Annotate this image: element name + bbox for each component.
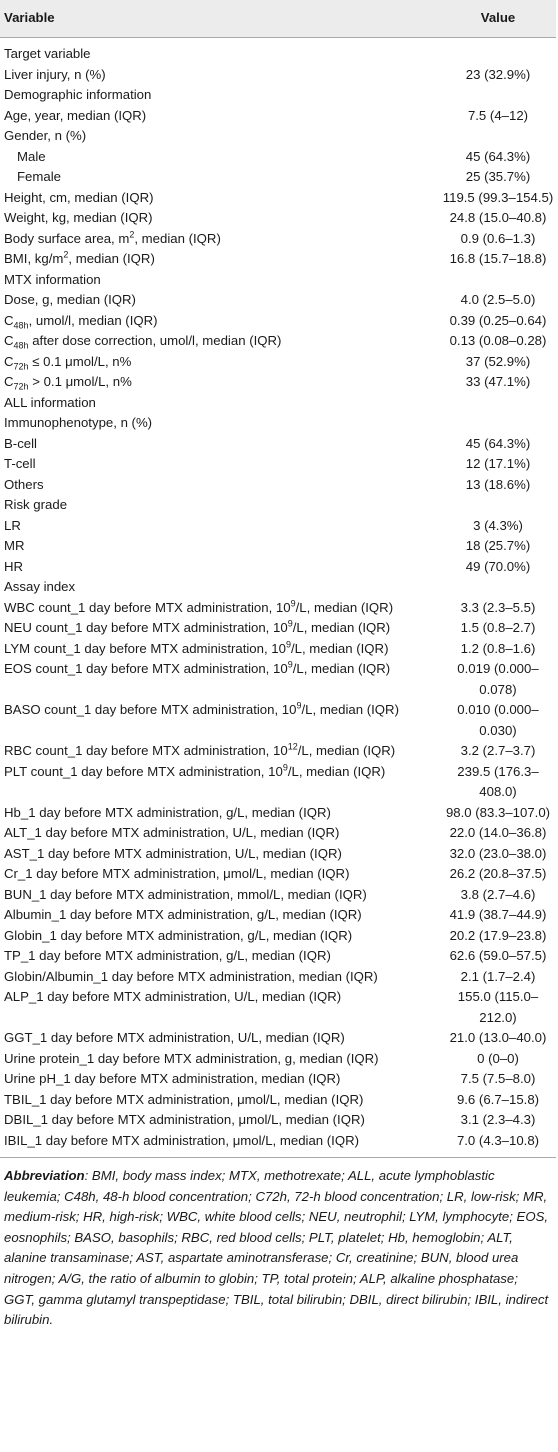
value-cell: 37 (52.9%): [465, 353, 531, 369]
table-row: [0, 290, 556, 311]
variable-label: /L, median (IQR): [292, 661, 391, 676]
variable-cell: [0, 536, 418, 557]
variable-cell: [0, 372, 418, 393]
table-row: [0, 987, 556, 1028]
variable-cell: [0, 1049, 418, 1070]
value-cell: 98.0 (83.3–107.0): [445, 804, 551, 820]
variable-subscript: 72h: [13, 361, 29, 372]
variable-label: PLT count_1 day before MTX administration, 10: [4, 763, 283, 779]
variable-label: BASO count_1 day before MTX administration, 10: [4, 702, 297, 717]
header-value: Value: [418, 0, 556, 38]
variable-cell: [0, 926, 418, 947]
variable-cell: [0, 1028, 418, 1049]
value-cell: 2.1 (1.7–2.4): [460, 968, 536, 984]
variable-label: ALT_1 day before MTX administration, U/L, median (IQR): [4, 825, 340, 840]
table-row: [0, 557, 556, 578]
variable-label: TBIL_1 day before MTX administration, μmol/L, median (IQR): [4, 1091, 364, 1107]
value-cell: 0.13 (0.08–0.28): [449, 333, 547, 348]
variable-cell: [0, 639, 418, 660]
variable-label: Age, year, median (IQR): [4, 107, 147, 123]
value-cell: 62.6 (59.0–57.5): [449, 948, 547, 963]
table-header-row: [0, 0, 556, 38]
table-row: [0, 1090, 556, 1111]
value-cell: 3.2 (2.7–3.7): [460, 743, 536, 758]
variable-label: EOS count_1 day before MTX administration, 10: [4, 661, 288, 676]
table-row: [0, 536, 556, 557]
value-cell: 4.0 (2.5–5.0): [460, 292, 536, 307]
variable-cell: [0, 393, 418, 414]
table-row: [0, 577, 556, 598]
variable-superscript: 9: [290, 598, 296, 609]
variable-label: IBIL_1 day before MTX administration, μmol/L, median (IQR): [4, 1132, 360, 1148]
table-row: [0, 434, 556, 455]
table-row: [0, 844, 556, 865]
value-cell: 239.5 (176.3–408.0): [457, 763, 539, 799]
table-row: [0, 106, 556, 127]
table-row: [0, 475, 556, 496]
variable-cell: [0, 38, 418, 65]
table-row: [0, 905, 556, 926]
table-row: [0, 126, 556, 147]
variable-label: Immunophenotype, n (%): [4, 415, 153, 430]
value-cell: [418, 270, 556, 291]
variable-label: C: [4, 353, 14, 369]
table-footnote: [0, 1158, 558, 1331]
value-cell: 3 (4.3%): [473, 517, 523, 533]
variable-cell: [0, 126, 418, 147]
variable-label: Height, cm, median (IQR): [4, 189, 154, 205]
variable-subscript: 48h: [13, 340, 29, 351]
table-row: [0, 413, 556, 434]
variable-cell: [0, 885, 418, 906]
variable-cell: [0, 290, 418, 311]
variable-label: AST_1 day before MTX administration, U/L, median (IQR): [4, 845, 342, 861]
value-cell: 7.5 (7.5–8.0): [460, 1071, 536, 1086]
value-cell: 20.2 (17.9–23.8): [449, 927, 547, 943]
table-row: [0, 167, 556, 188]
variable-label: , umol/l, median (IQR): [28, 312, 158, 328]
variable-label: Urine pH_1 day before MTX administration, median (IQR): [4, 1071, 341, 1086]
variable-label: Risk grade: [4, 497, 68, 512]
header-variable: Variable: [0, 0, 418, 38]
variable-cell: [0, 249, 418, 270]
variable-cell: [0, 495, 418, 516]
variable-cell: [0, 844, 418, 865]
variable-cell: [0, 352, 418, 373]
table-row: [0, 516, 556, 537]
variable-label: ALP_1 day before MTX administration, U/L, median (IQR): [4, 989, 342, 1004]
footnote-text: : BMI, body mass index; MTX, methotrexate; ALL, acute lymphoblastic leukemia; C48h, 48-h blood concentration; C72h, 72-h blood concentration; LR, low-risk; MR, medium-risk; HR, high-risk; WBC, white blood cells; NEU, neutrophil; LYM, lymphocyte; EOS, eosnophils; BASO, basophils; RBC, red blood cells; PLT, platelet; Hb, hemoglobin; ALT, alanine transaminase; AST, aspartate aminotransferase; Cr, creatinine; BUN, blood urea nitrogen; A/G, the ratio of albumin to globin; TP, total protein; ALP, alkaline phosphatase; GGT, gamma glutamyl transpeptidase; TBIL, total bilirubin; DBIL, direct bilirubin; IBIL, indirect bilirubin.: [4, 1168, 549, 1328]
variable-label: Hb_1 day before MTX administration, g/L, median (IQR): [4, 804, 331, 820]
value-cell: 13 (18.6%): [465, 476, 531, 492]
variable-cell: [0, 413, 418, 434]
variable-label: B-cell: [4, 435, 37, 451]
variable-cell: [0, 167, 418, 188]
variable-subscript: 72h: [13, 381, 29, 392]
variable-cell: [0, 229, 418, 250]
table-row: [0, 454, 556, 475]
value-cell: [418, 85, 556, 106]
value-cell: 18 (25.7%): [465, 538, 531, 553]
variable-label: BMI, kg/m: [4, 251, 64, 266]
variable-cell: [0, 967, 418, 988]
variable-cell: [0, 1110, 418, 1131]
table-row: [0, 926, 556, 947]
variable-label: C: [4, 312, 14, 328]
table-row: [0, 1028, 556, 1049]
variable-label: Weight, kg, median (IQR): [4, 210, 153, 225]
table-row: [0, 65, 556, 86]
value-cell: 1.5 (0.8–2.7): [460, 620, 536, 635]
variable-superscript: 12: [287, 741, 298, 752]
table-row: [0, 618, 556, 639]
variable-label: Cr_1 day before MTX administration, μmol/L, median (IQR): [4, 866, 350, 881]
value-cell: 25 (35.7%): [465, 169, 531, 184]
variable-label: TP_1 day before MTX administration, g/L, median (IQR): [4, 948, 331, 963]
variable-cell: [0, 659, 418, 700]
table-row: [0, 639, 556, 660]
table-row: [0, 495, 556, 516]
value-cell: 3.8 (2.7–4.6): [460, 886, 536, 902]
variable-cell: [0, 598, 418, 619]
variable-label: HR: [4, 558, 24, 574]
variable-superscript: 9: [296, 700, 302, 711]
value-cell: [418, 126, 556, 147]
variable-label: BUN_1 day before MTX administration, mmol/L, median (IQR): [4, 886, 367, 902]
value-cell: 7.5 (4–12): [467, 107, 529, 123]
value-cell: 24.8 (15.0–40.8): [449, 210, 547, 225]
variable-label: Globin/Albumin_1 day before MTX administration, median (IQR): [4, 968, 378, 984]
variable-cell: [0, 188, 418, 209]
variable-cell: [0, 208, 418, 229]
value-cell: 155.0 (115.0–212.0): [457, 989, 539, 1025]
variable-superscript: 9: [287, 659, 293, 670]
variable-label: /L, median (IQR): [295, 599, 394, 615]
value-cell: 119.5 (99.3–154.5): [442, 189, 554, 205]
value-cell: 41.9 (38.7–44.9): [449, 907, 547, 922]
variable-cell: [0, 311, 418, 332]
table-row: [0, 967, 556, 988]
variable-cell: [0, 946, 418, 967]
value-cell: 0.019 (0.000–0.078): [457, 661, 539, 697]
variable-cell: [0, 65, 418, 86]
value-cell: [418, 38, 556, 65]
variable-label: LR: [4, 517, 21, 533]
variable-label: /L, median (IQR): [290, 640, 389, 656]
value-cell: 33 (47.1%): [465, 374, 531, 389]
table-row: [0, 352, 556, 373]
value-cell: 26.2 (20.8–37.5): [449, 866, 547, 881]
value-cell: 49 (70.0%): [465, 558, 531, 574]
table-row: [0, 208, 556, 229]
value-cell: 1.2 (0.8–1.6): [460, 640, 536, 656]
variable-cell: [0, 823, 418, 844]
table-row: [0, 823, 556, 844]
variable-cell: [0, 987, 418, 1028]
table-row: [0, 946, 556, 967]
value-cell: 22.0 (14.0–36.8): [449, 825, 547, 840]
table-row: [0, 864, 556, 885]
value-cell: 45 (64.3%): [465, 435, 531, 451]
value-cell: 7.0 (4.3–10.8): [418, 1131, 556, 1158]
variable-label: Others: [4, 476, 44, 492]
value-cell: 16.8 (15.7–18.8): [449, 251, 547, 266]
table-row: [0, 270, 556, 291]
value-cell: 0 (0–0): [477, 1050, 519, 1066]
value-cell: 45 (64.3%): [465, 148, 531, 164]
variable-label: , median (IQR): [68, 251, 155, 266]
variable-subscript: 48h: [13, 320, 29, 331]
table-row: [0, 311, 556, 332]
variable-label: GGT_1 day before MTX administration, U/L, median (IQR): [4, 1030, 345, 1045]
variable-label: /L, median (IQR): [287, 763, 386, 779]
variable-label: /L, median (IQR): [292, 620, 391, 635]
value-cell: 3.3 (2.3–5.5): [460, 599, 536, 615]
variable-label: MR: [4, 538, 25, 553]
variable-label: C: [4, 374, 14, 389]
variable-label: LYM count_1 day before MTX administration, 10: [4, 640, 286, 656]
variable-cell: [0, 864, 418, 885]
variable-label: Target variable: [4, 46, 91, 61]
table-row: [0, 85, 556, 106]
variable-label: Globin_1 day before MTX administration, g/L, median (IQR): [4, 927, 353, 943]
variable-superscript: 2: [129, 229, 135, 240]
value-cell: [418, 577, 556, 598]
variable-label: ≤ 0.1 μmol/L, n%: [28, 353, 132, 369]
variable-cell: [0, 741, 418, 762]
variable-label: Urine protein_1 day before MTX administration, g, median (IQR): [4, 1050, 379, 1066]
variable-label: Dose, g, median (IQR): [4, 292, 136, 307]
variable-cell: [0, 1090, 418, 1111]
value-cell: [418, 393, 556, 414]
value-cell: 23 (32.9%): [465, 66, 531, 82]
variable-label: RBC count_1 day before MTX administration, 10: [4, 743, 288, 758]
value-cell: 3.1 (2.3–4.3): [460, 1112, 536, 1127]
table-row: [0, 1110, 556, 1131]
variable-cell: [0, 557, 418, 578]
table-row: [0, 803, 556, 824]
table-row: [0, 38, 556, 65]
table-row: [0, 1069, 556, 1090]
variable-label: C: [4, 333, 14, 348]
table-row: [0, 885, 556, 906]
value-cell: 0.010 (0.000–0.030): [457, 702, 539, 738]
value-cell: 0.39 (0.25–0.64): [449, 312, 547, 328]
variable-cell: [0, 700, 418, 741]
variable-label: Assay index: [4, 579, 76, 594]
variable-label: Albumin_1 day before MTX administration, g/L, median (IQR): [4, 907, 362, 922]
table-row: [0, 1131, 556, 1158]
variable-label: /L, median (IQR): [301, 702, 399, 717]
value-cell: [418, 413, 556, 434]
variable-label: after dose correction, umol/l, median (IQR): [28, 333, 282, 348]
table-row: [0, 741, 556, 762]
table-row: [0, 1049, 556, 1070]
variable-cell: [0, 762, 418, 803]
value-cell: 9.6 (6.7–15.8): [456, 1091, 540, 1107]
variable-label: T-cell: [4, 456, 36, 471]
variable-cell: [0, 454, 418, 475]
table-row: [0, 188, 556, 209]
table-row: [0, 229, 556, 250]
variable-cell: [0, 618, 418, 639]
table-row: [0, 700, 556, 741]
variable-label: Body surface area, m: [4, 230, 130, 246]
variable-label: /L, median (IQR): [297, 743, 396, 758]
table-row: [0, 393, 556, 414]
variable-label: MTX information: [4, 271, 101, 287]
value-cell: 0.9 (0.6–1.3): [460, 230, 536, 246]
value-cell: 21.0 (13.0–40.0): [449, 1030, 547, 1045]
variable-label: > 0.1 μmol/L, n%: [28, 374, 132, 389]
variable-label: NEU count_1 day before MTX administration, 10: [4, 620, 288, 635]
variable-superscript: 9: [282, 762, 288, 773]
table-row: [0, 659, 556, 700]
variable-label: Gender, n (%): [4, 128, 87, 143]
variable-cell: [0, 106, 418, 127]
variable-label: Female: [17, 169, 61, 184]
variable-cell: [0, 85, 418, 106]
variable-label: Demographic information: [4, 87, 152, 102]
table-body: [0, 38, 556, 1158]
variable-cell: [0, 270, 418, 291]
table-row: [0, 331, 556, 352]
variable-superscript: 9: [285, 639, 291, 650]
variable-cell: [0, 1069, 418, 1090]
value-cell: 12 (17.1%): [465, 456, 531, 471]
table-row: [0, 372, 556, 393]
variable-superscript: 9: [287, 618, 293, 629]
value-cell: 32.0 (23.0–38.0): [449, 845, 547, 861]
table-row: [0, 598, 556, 619]
variable-cell: [0, 577, 418, 598]
variable-label: , median (IQR): [134, 230, 221, 246]
variable-cell: [0, 475, 418, 496]
variable-cell: [0, 516, 418, 537]
variable-cell: [0, 434, 418, 455]
variable-cell: [0, 331, 418, 352]
footnote-label: Abbreviation: [4, 1168, 85, 1183]
variable-label: ALL information: [4, 394, 96, 410]
variable-label: DBIL_1 day before MTX administration, μmol/L, median (IQR): [4, 1112, 365, 1127]
variable-label: Male: [17, 148, 46, 164]
variable-superscript: 2: [63, 249, 69, 260]
table-row: [0, 249, 556, 270]
variable-cell: [0, 905, 418, 926]
variable-cell: [0, 803, 418, 824]
table-row: [0, 147, 556, 168]
variable-label: WBC count_1 day before MTX administration, 10: [4, 599, 291, 615]
variable-cell: [0, 147, 418, 168]
variable-cell: [0, 1131, 418, 1158]
variable-label: Liver injury, n (%): [4, 66, 106, 82]
value-cell: [418, 495, 556, 516]
table-row: [0, 762, 556, 803]
